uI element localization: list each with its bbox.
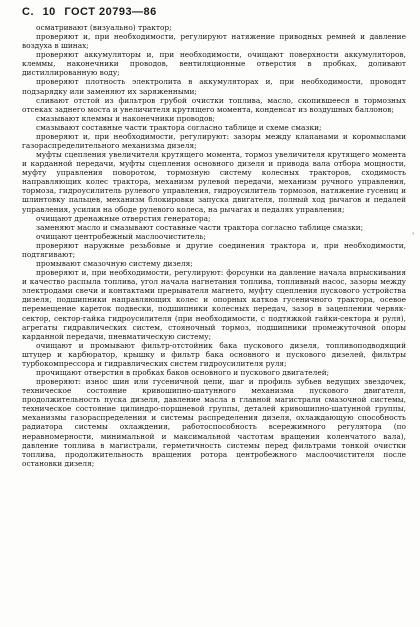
page-header [22, 6, 406, 18]
paragraph: очищают дренажные отверстия генератора; [36, 213, 211, 223]
paragraph: смазывают составные части трактора согласно таблице и схеме смазки; [36, 122, 322, 132]
paragraph: осматривают (визуально) трактор; [36, 23, 172, 32]
paragraph: заменяют масло и смазывают составные части трактора согласно таблице смазки; [36, 222, 364, 232]
paragraph: сливают отстой из фильтров грубой очистки топлива, масло, скопившееся в тормозных отсеках заднего моста и увеличителя крутящего момента, конденсат из воздушных баллонов; [22, 95, 406, 114]
standard-code: ГОСТ 20793—86 [64, 6, 157, 18]
paragraph: прочищают отверстия в пробках баков основного и пускового двигателей; [36, 367, 330, 377]
paragraph: проверяют и, при необходимости, регулируют натяжение приводных ремней и давление воздуха в шинах; [22, 32, 406, 51]
paragraph: промывают смазочную систему дизеля; [36, 259, 193, 269]
paragraph: проверяют наружные резьбовые и другие соединения трактора и, при необходимости, подтягивают; [22, 240, 406, 259]
document-body [22, 23, 406, 468]
paragraph: проверяют: износ шин или гусеничной цепи, шаг и профиль зубьев ведущих звездочек, техническое состояние кривошипно-шатунного механизма пускового двигателя, продолжительность пуска дизеля, давление масла в главной магистрали смазочной системы, техническое состояние цилиндро-поршневой группы, деталей кривошипно-шатунной группы, механизмы газораспределения и системы распределения дизеля, охлаждающую способность радиатора системы охлаждения, работоспособность всережимного регулятора (по неравномерности, минимальной и максимальной частотам вращения коленчатого вала), давление топлива в магистрали, герметичность системы перед фильтрами тонкой очистки топлива, продолжительность вращения ротора центробежного маслоочистителя после остановки дизеля; [22, 377, 406, 468]
page-number: 10 [42, 6, 56, 18]
paragraph: очищают центробежный маслоочиститель; [36, 231, 206, 241]
paragraph: муфты сцепления увеличителя крутящего момента, тормоз увеличителя крутящего момента и карданной передачи, муфты сцепления основного дизеля и привода вала отбора мощности, муфту управления поворотом, тормозную систему колесных тракторов, сходимость направляющих колес трактора, механизм рулевой передачи, механизм ручного управления, тормоза, гидроусилитель рулевого управления, гидроусилитель тормозов, натяжение гусениц и шлинтовку пальцев, механизм блокировки запуска двигателя, полный ход рычагов и педалей управления, усилия на ободе рулевого колеса, на рычагах и педалях управления; [22, 150, 406, 214]
paragraph: проверяют и, при необходимости, регулируют: форсунки на давление начала впрыскивания и качество распыла топлива, угол начала нагнетания топлива, топливный насос, зазоры между электродами свечи и контактами прерывателя магнето, муфту сцепления пускового устройства дизеля, подшипники направляющих колес и опорных катков гусеничного трактора, осевое перемещение кареток подвески, подшипники колесных передач, зазор в зацеплении червяк-сектор, сектор-гайка гидроусилителя (при необходимости, с подтяжкой гайки-сектора и руля), агрегаты гидравлических систем, стояночный тормоз, подшипники промежуточной опоры карданной передачи, пневматическую систему; [22, 268, 406, 341]
page-letter: С. [22, 6, 34, 18]
paragraph: проверяют плотность электролита в аккумуляторах и, при необходимости, проводят подзарядку или заменяют их заряженными; [22, 77, 406, 96]
paragraph: проверяют и, при необходимости, регулируют: зазоры между клапанами и коромыслами газораспределительного механизма дизеля; [22, 131, 406, 151]
paragraph: проверяют аккумуляторы и, при необходимости, очищают поверхности аккумуляторов, клеммы, наконечники проводов, вентиляционные отверстия в пробках, доливают дистиллированную воду; [22, 50, 406, 78]
paragraph: очищают и промывают фильтр-отстойник бака пускового дизеля, топливоподводящий штуцер и карбюратор, крышку и фильтр бака основного и пускового дизелей, фильтры турбокомпрессора и гидравлических систем гидроусилителя руля; [22, 340, 406, 368]
paragraph: смазывают клеммы и наконечники проводов; [36, 113, 216, 123]
margin-mark: ' [412, 232, 414, 240]
